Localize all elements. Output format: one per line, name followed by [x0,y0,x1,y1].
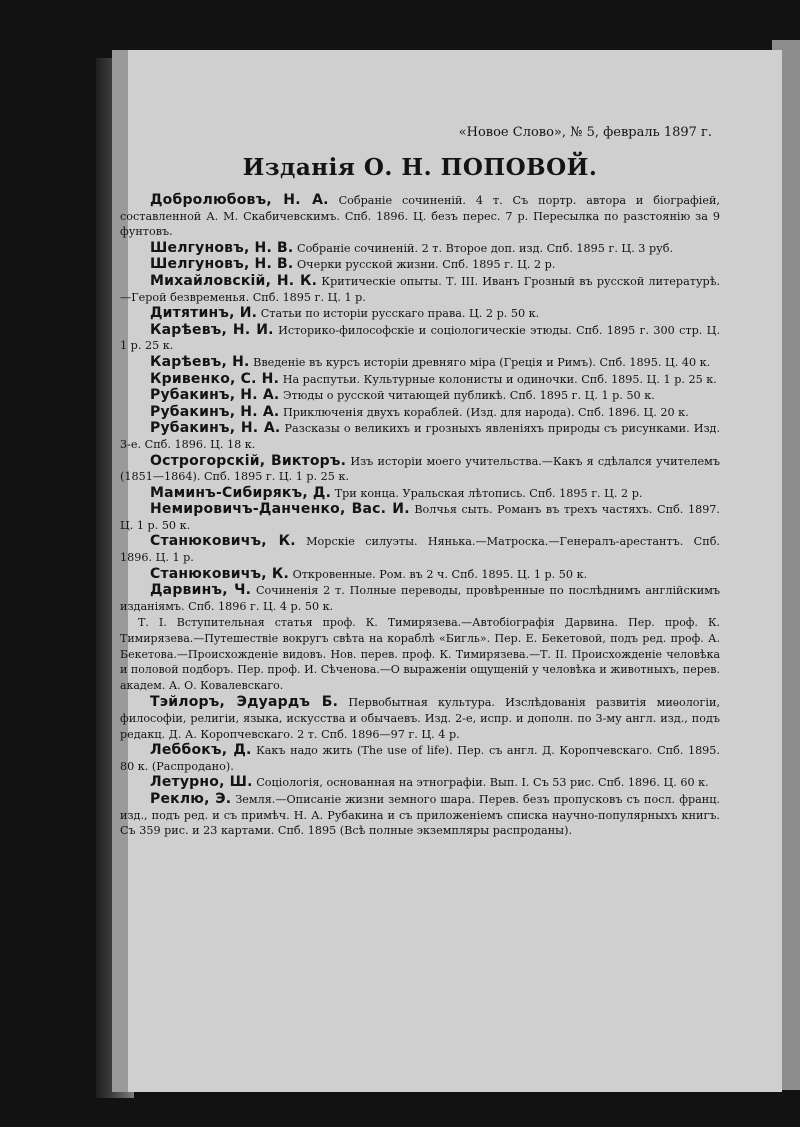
book-author: Карѣевъ, Н. И. [150,321,274,338]
book-entry [120,193,720,240]
book-author: Кривенко, С. Н. [150,370,280,387]
book-description: Земля.—Описаніе жизни земного шара. Перев. безъ пропусковъ съ посл. франц. изд., подъ ред. и съ примѣч. Н. А. Рубакина и съ приложеніемъ списка научно-популярныхъ книгъ. Съ 359 рис. и 23 картами. Спб. 1895 (Всѣ полные экземпляры распроданы). [120,792,720,838]
book-entry [120,241,720,257]
book-description: Какъ надо жить (The use of life). Пер. съ англ. Д. Коропчевскаго. Спб. 1895. 80 к. (Распродано). [120,744,720,773]
book-author: Дитятинъ, И. [150,305,258,322]
book-author: Станюковичъ, К. [150,533,296,550]
book-author: Рубакинъ, Н. А. [150,387,280,404]
book-description: Волчья сыть. Романъ въ трехъ частяхъ. Спб. 1897. Ц. 1 р. 50 к. [120,503,720,532]
book-description: Введеніе въ курсъ исторіи древняго міра (Греція и Римъ). Спб. 1895. Ц. 40 к. [253,355,711,369]
book-list [120,193,720,614]
book-entry [120,583,720,614]
book-entry [120,355,720,371]
book-description: Первобытная культура. Изслѣдованія развитія миѳологіи, философіи, религіи, языка, искусства и обычаевъ. Изд. 2-е, испр. и дополн. по 3-му англ. изд., подъ редакц. Д. А. Коропчевскаго. 2 т. Спб. 1896—97 г. Ц. 4 р. [120,696,720,741]
page-title: Изданія О. Н. ПОПОВОЙ. [242,154,598,181]
book-author: Острогорскій, Викторъ. [150,452,347,469]
book-description: Сочиненія 2 т. Полные переводы, провѣренные по послѣднимъ англійскимъ изданіямъ. Спб. 1896 г. Ц. 4 р. 50 к. [120,584,721,613]
book-entry [120,743,720,774]
book-description: Историко-философскіе и соціологическіе этюды. Спб. 1895 г. 300 стр. Ц. 1 р. 25 к. [120,323,720,353]
book-entry [120,486,720,502]
book-author: Добролюбовъ, Н. А. [150,192,329,208]
book-list-continued [120,695,720,838]
book-author: Маминъ-Сибирякъ, Д. [150,484,332,501]
book-author: Рубакинъ, Н. А. [150,420,281,437]
book-entry [120,502,720,533]
book-author: Рубакинъ, Н. А. [150,403,280,420]
book-author: Станюковичъ, К. [150,565,289,582]
book-description: Приключенія двухъ кораблей. (Изд. для народа). Спб. 1896. Ц. 20 к. [282,405,689,419]
book-entry [120,534,720,565]
book-description: Откровенные. Ром. въ 2 ч. Спб. 1895. Ц. 1 р. 50 к. [292,567,588,581]
book-entry [120,695,720,742]
book-description: Собраніе сочиненій. 4 т. Съ портр. автора и біографіей, составленной А. М. Скабичевскимъ. Спб. 1896. Ц. безъ перес. 7 р. Пересылка по разстоянію за 9 фунтовъ. [120,194,720,239]
book-entry [120,372,720,388]
book-description: Собраніе сочиненій. 2 т. Второе доп. изд. Спб. 1895 г. Ц. 3 руб. [297,241,674,255]
issue-header: «Новое Слово», № 5, февраль 1897 г. [458,125,712,140]
book-entry [120,274,720,305]
book-author: Шелгуновъ, Н. В. [150,239,294,256]
book-author: Тэйлоръ, Эдуардъ Б. [150,694,339,711]
book-author: Летурно, Ш. [150,774,253,791]
book-entry [120,775,720,791]
book-entry [120,421,720,452]
book-description: На распутьи. Культурные колонисты и одиночки. Спб. 1895. Ц. 1 р. 25 к. [282,372,717,386]
book-description: Статьи по исторіи русскаго права. Ц. 2 р. 50 к. [260,307,540,321]
book-entry [120,454,720,485]
book-description: Этюды о русской читающей публикѣ. Спб. 1895 г. Ц. 1 р. 50 к. [282,389,655,403]
book-author: Немировичъ-Данченко, Вас. И. [150,501,410,518]
page-content [120,125,720,840]
book-description: Соціологія, основанная на этнографіи. Вып. I. Съ 53 рис. Спб. 1896. Ц. 60 к. [256,776,709,790]
book-author: Карѣевъ, Н. [150,353,250,370]
book-author: Леббокъ, Д. [150,742,252,759]
book-entry [120,405,720,421]
book-author: Михайловскій, Н. К. [150,272,318,289]
book-description: Изъ исторіи моего учительства.—Какъ я сдѣлался учителемъ (1851—1864). Спб. 1895 г. Ц. 1 р. 25 к. [120,454,720,484]
book-entry [120,257,720,273]
book-entry [120,306,720,322]
book-author: Дарвинъ, Ч. [150,582,252,599]
book-description: Три конца. Уральская лѣтопись. Спб. 1895 г. Ц. 2 р. [334,486,643,500]
book-author: Реклю, Э. [150,790,232,807]
book-entry [120,388,720,404]
book-description: Морскіе силуэты. Нянька.—Матроска.—Генералъ-арестантъ. Спб. 1896. Ц. 1 р. [120,535,720,565]
book-description: Очерки русской жизни. Спб. 1895 г. Ц. 2 р. [297,258,556,272]
book-description: Разсказы о великихъ и грозныхъ явленіяхъ природы съ рисунками. Изд. 3-е. Спб. 1896. Ц. 18 к. [120,422,721,451]
book-entry [120,567,720,583]
book-description: Критическіе опыты. Т. III. Иванъ Грозный въ русской литературѣ.—Герой безвременья. Спб. 1895 г. Ц. 1 р. [120,274,720,304]
darwin-contents-note: Т. I. Вступительная статья проф. К. Тимирязева.—Автобіографія Дарвина. Пер. проф. К. Тимирязева.—Путешествіе вокругъ свѣта на кораблѣ «Бигль». Пер. Е. Бекетовой, подъ ред. проф. А. Бекетова.—Происхожденіе видовъ. Нов. перев. проф. К. Тимирязева.—Т. II. Происхожденіе человѣка и половой подборъ. Пер. проф. И. Сѣченова.—О выраженіи ощущеній у человѣка и животныхъ, перев. академ. А. О. Ковалевскаго. [120,616,720,692]
book-entry [120,323,720,354]
book-entry [120,792,720,839]
book-author: Шелгуновъ, Н. В. [150,256,294,273]
